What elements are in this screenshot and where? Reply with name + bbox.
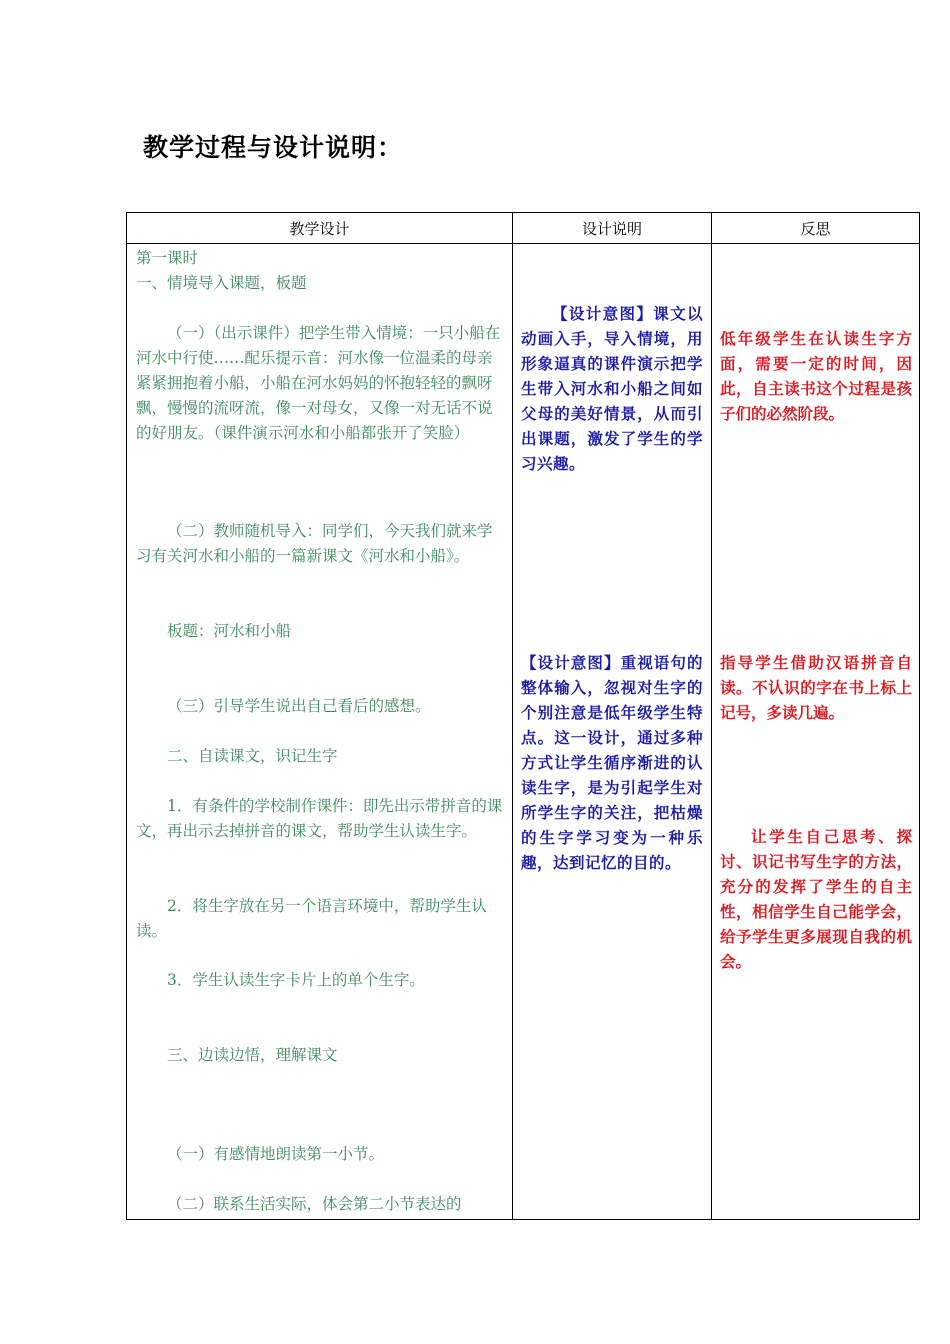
design-intent-1: 【设计意图】课文以动画入手，导入情境，用形象逼真的课件演示把学生带入河水和小船之间如父母的美好情景，从而引出课题，激发了学生的学习兴趣。 [521,304,703,473]
lesson-plan-table [126,212,920,1220]
header-reflection: 反思 [712,213,920,244]
paragraph-4: （三）引导学生说出自己看后的感想。 [167,697,431,715]
table-row [127,244,920,1220]
paragraph-7: 3．学生认读生字卡片上的单个生字。 [167,971,425,989]
reflection-1: 低年级学生在认读生字方面，需要一定的时间，因此，自主读书这个过程是孩子们的必然阶段。 [720,329,912,423]
paragraph-3: 板题：河水和小船 [167,622,292,640]
paragraph-2: （二）教师随机导入：同学们，今天我们就来学习有关河水和小船的一篇新课文《河水和小船》。 [136,522,493,565]
reflection-3: 让学生自己思考、探讨、识记书写生字的方法，充分的发挥了学生的自主性，相信学生自己能学会，给予学生更多展现自我的机会。 [720,827,912,971]
paragraph-1: （一）（出示课件）把学生带入情境：一只小船在河水中行使……配乐提示音：河水像一位温柔的母亲紧紧拥抱着小船，小船在河水妈妈的怀抱轻轻的飘呀飘，慢慢的流呀流，像一对母女，又像一对无话不说的好朋友。（课件演示河水和小船都张开了笑脸） [136,324,501,442]
paragraph-5: 1．有条件的学校制作课件：即先出示带拼音的课文，再出示去掉拼音的课文，帮助学生认读生字。 [136,797,503,840]
paragraph-6: 2．将生字放在另一个语言环境中，帮助学生认读。 [136,897,487,940]
notes-cell [513,244,712,1220]
design-intent-2: 【设计意图】重视语句的整体输入，忽视对生字的个别注意是低年级学生特点。这一设计，通过多种方式让学生循序渐进的认读生字，是为引起学生对所学生字的关注，把枯燥的生字学习变为一种乐趣，达到记忆的目的。 [521,653,703,872]
section-heading-3: 三、边读边悟，理解课文 [167,1046,338,1064]
section-heading-1: 一、情境导入课题，板题 [136,274,307,292]
page-title: 教学过程与设计说明： [143,133,404,162]
paragraph-8: （一）有感情地朗读第一小节。 [167,1145,385,1163]
reflection-2: 指导学生借助汉语拼音自读。不认识的字在书上标上记号，多读几遍。 [720,653,912,722]
lesson-label: 第一课时 [136,249,199,267]
design-cell [127,244,513,1220]
header-design: 教学设计 [127,213,513,244]
header-notes: 设计说明 [513,213,712,244]
reflection-cell [712,244,920,1220]
paragraph-9: （二）联系生活实际，体会第二小节表达的 [167,1195,462,1213]
table-header-row [127,213,920,244]
section-heading-2: 二、自读课文，识记生字 [167,747,338,765]
